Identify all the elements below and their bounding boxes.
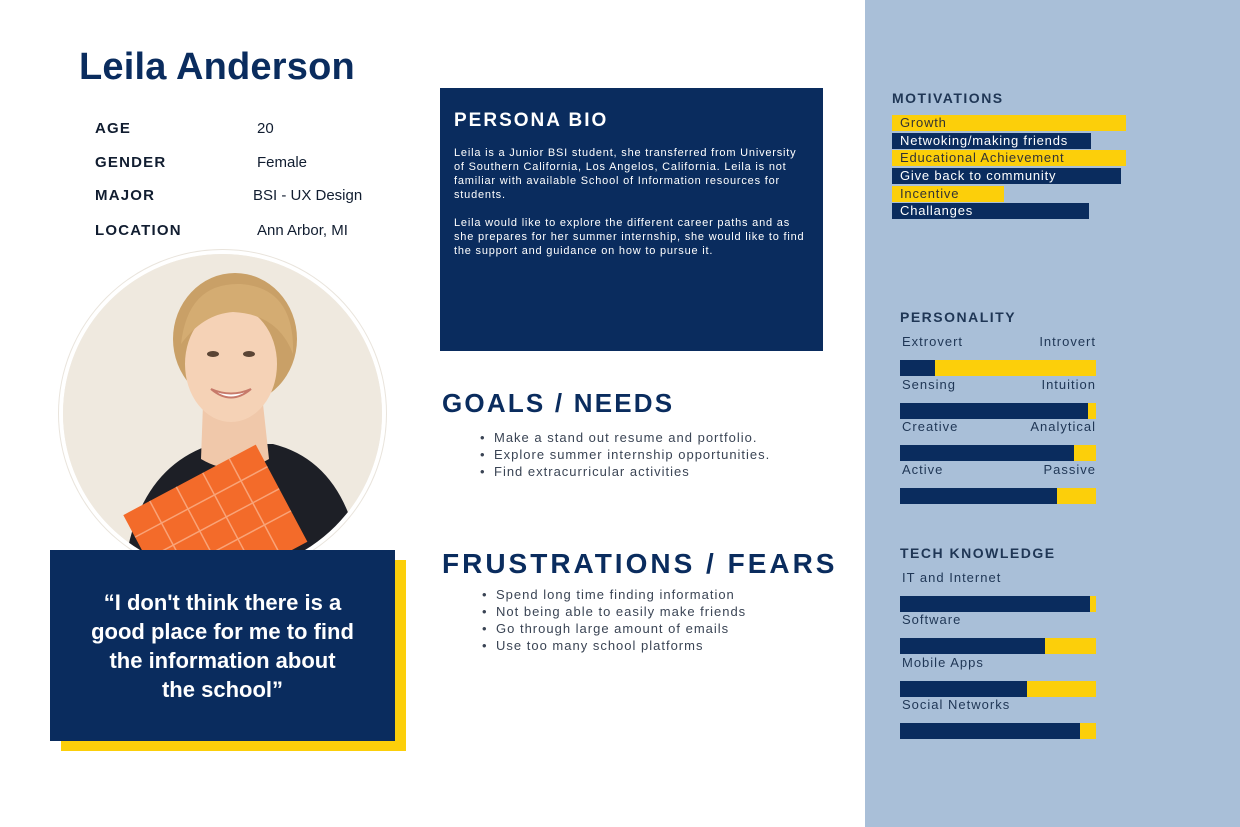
tech-bar bbox=[900, 596, 1096, 612]
goals-list bbox=[478, 429, 770, 480]
info-label: AGE bbox=[95, 120, 132, 137]
motivation-bar bbox=[892, 203, 1089, 219]
tech-label: IT and Internet bbox=[902, 570, 1002, 585]
trait-fill bbox=[900, 488, 1057, 504]
trait-right-label: Analytical bbox=[1030, 419, 1096, 434]
info-label: GENDER bbox=[95, 154, 167, 171]
persona-name: Leila Anderson bbox=[79, 46, 355, 88]
list-item: • Find extracurricular activities bbox=[478, 463, 770, 480]
list-item: • Go through large amount of emails bbox=[480, 620, 746, 637]
info-value: Female bbox=[257, 154, 308, 171]
motivation-bar bbox=[892, 133, 1091, 149]
personality-trait bbox=[900, 334, 1096, 379]
motivation-label: Netwoking/making friends bbox=[892, 133, 1091, 149]
trait-fill bbox=[900, 445, 1074, 461]
info-value: Ann Arbor, MI bbox=[257, 222, 348, 239]
tech-label: Mobile Apps bbox=[902, 655, 984, 670]
frustrations-list bbox=[480, 586, 746, 654]
tech-skill bbox=[900, 570, 1096, 615]
list-item: • Use too many school platforms bbox=[480, 637, 746, 654]
quote-box bbox=[50, 550, 395, 741]
tech-bar bbox=[900, 638, 1096, 654]
motivation-bar bbox=[892, 150, 1126, 166]
bio-paragraph: Leila would like to explore the different career paths and as she prepares for her summer internship, she would like to find the support and guidance on how to pursue it. bbox=[454, 217, 805, 257]
tech-skill bbox=[900, 612, 1096, 657]
frustrations-title: FRUSTRATIONS / FEARS bbox=[442, 548, 838, 579]
info-value: BSI - UX Design bbox=[253, 187, 363, 204]
motivation-bar bbox=[892, 168, 1121, 184]
list-item: • Not being able to easily make friends bbox=[480, 603, 746, 620]
persona-photo bbox=[59, 250, 386, 577]
trait-left-label: Sensing bbox=[902, 377, 956, 392]
trait-right-label: Passive bbox=[1043, 462, 1096, 477]
info-row-location bbox=[95, 222, 395, 244]
motivation-label: Give back to community bbox=[892, 168, 1121, 184]
tech-label: Social Networks bbox=[902, 697, 1011, 712]
motivation-label: Growth bbox=[892, 115, 1126, 131]
tech-bar bbox=[900, 723, 1096, 739]
info-row-major bbox=[95, 187, 395, 209]
tech-skill bbox=[900, 697, 1096, 742]
personality-trait bbox=[900, 462, 1096, 507]
tech-fill bbox=[900, 638, 1045, 654]
motivation-bar bbox=[892, 115, 1126, 131]
quote-text: “I don't think there is a good place for me to find the information about the school” bbox=[91, 589, 354, 702]
info-row-age bbox=[95, 120, 395, 142]
personality-trait bbox=[900, 419, 1096, 464]
bio-title: PERSONA BIO bbox=[454, 110, 609, 131]
personality-title: PERSONALITY bbox=[900, 309, 1017, 325]
trait-bar bbox=[900, 488, 1096, 504]
info-row-gender bbox=[95, 154, 395, 176]
list-item: • Make a stand out resume and portfolio. bbox=[478, 429, 770, 446]
trait-left-label: Extrovert bbox=[902, 334, 964, 349]
list-item: • Explore summer internship opportunities. bbox=[478, 446, 770, 463]
tech-fill bbox=[900, 681, 1027, 697]
list-item: • Spend long time finding information bbox=[480, 586, 746, 603]
motivation-label: Incentive bbox=[892, 186, 1004, 202]
tech-bar bbox=[900, 681, 1096, 697]
tech-fill bbox=[900, 723, 1080, 739]
tech-label: Software bbox=[902, 612, 962, 627]
trait-left-label: Active bbox=[902, 462, 944, 477]
motivations-title: MOTIVATIONS bbox=[892, 90, 1004, 106]
motivation-label: Challanges bbox=[892, 203, 1089, 219]
trait-left-label: Creative bbox=[902, 419, 959, 434]
trait-right-label: Introvert bbox=[1039, 334, 1096, 349]
info-label: MAJOR bbox=[95, 187, 156, 204]
trait-bar bbox=[900, 360, 1096, 376]
persona-bio bbox=[440, 88, 823, 351]
trait-right-label: Intuition bbox=[1041, 377, 1096, 392]
tech-fill bbox=[900, 596, 1090, 612]
portrait-illustration bbox=[63, 254, 386, 577]
motivation-label: Educational Achievement bbox=[892, 150, 1126, 166]
trait-fill bbox=[900, 403, 1088, 419]
goals-title: GOALS / NEEDS bbox=[442, 388, 675, 418]
tech-skill bbox=[900, 655, 1096, 700]
info-value: 20 bbox=[257, 120, 274, 137]
personality-trait bbox=[900, 377, 1096, 422]
motivation-bar bbox=[892, 186, 1004, 202]
bio-paragraph: Leila is a Junior BSI student, she transferred from University of Southern California, Los Angelos, California. Leila is not familiar with available School of Information resources for students. bbox=[454, 147, 797, 201]
trait-fill bbox=[900, 360, 935, 376]
info-label: LOCATION bbox=[95, 222, 182, 239]
trait-bar bbox=[900, 403, 1096, 419]
tech-title: TECH KNOWLEDGE bbox=[900, 545, 1056, 561]
trait-bar bbox=[900, 445, 1096, 461]
